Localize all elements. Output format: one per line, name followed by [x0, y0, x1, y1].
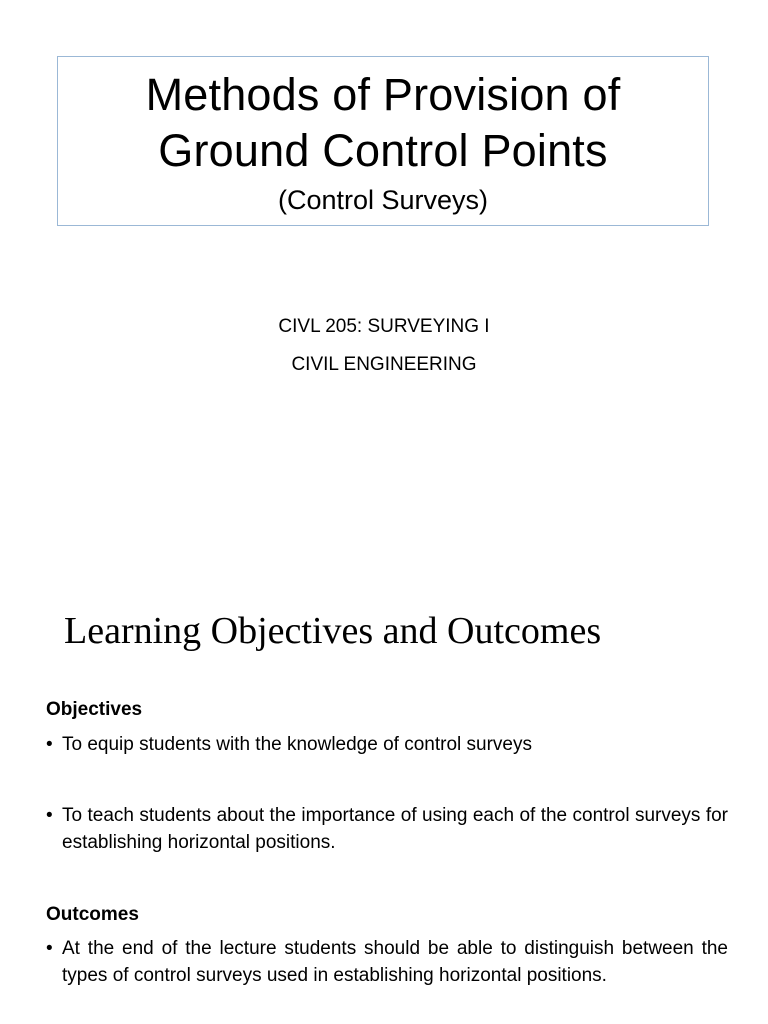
outcome-text-1: At the end of the lecture students should be able to distinguish between the types of control surveys used in establishing horizontal positions. — [62, 938, 728, 986]
title-line-2: Ground Control Points — [158, 125, 608, 176]
title-line-1: Methods of Provision of — [145, 69, 621, 120]
objective-text-2: To teach students about the importance of using each of the control surveys for establishing horizontal positions. — [62, 805, 728, 853]
objective-text-1: To equip students with the knowledge of control surveys — [62, 734, 532, 755]
objectives-slide — [0, 590, 768, 1024]
bullet-icon: • — [46, 805, 53, 826]
objective-item-1 — [46, 731, 728, 758]
subtitle: (Control Surveys) — [277, 185, 489, 215]
course-code: CIVL 205: SURVEYING I — [278, 316, 490, 337]
slide-heading: Learning Objectives and Outcomes — [64, 610, 602, 652]
outcome-item-1 — [46, 935, 728, 989]
course-info — [0, 308, 768, 384]
objective-item-2 — [46, 802, 728, 856]
bullet-icon: • — [46, 938, 53, 959]
objectives-label: Objectives — [46, 699, 143, 720]
department: CIVIL ENGINEERING — [291, 354, 477, 375]
bullet-icon: • — [46, 734, 53, 755]
title-box — [57, 56, 709, 226]
outcomes-label: Outcomes — [46, 904, 139, 925]
